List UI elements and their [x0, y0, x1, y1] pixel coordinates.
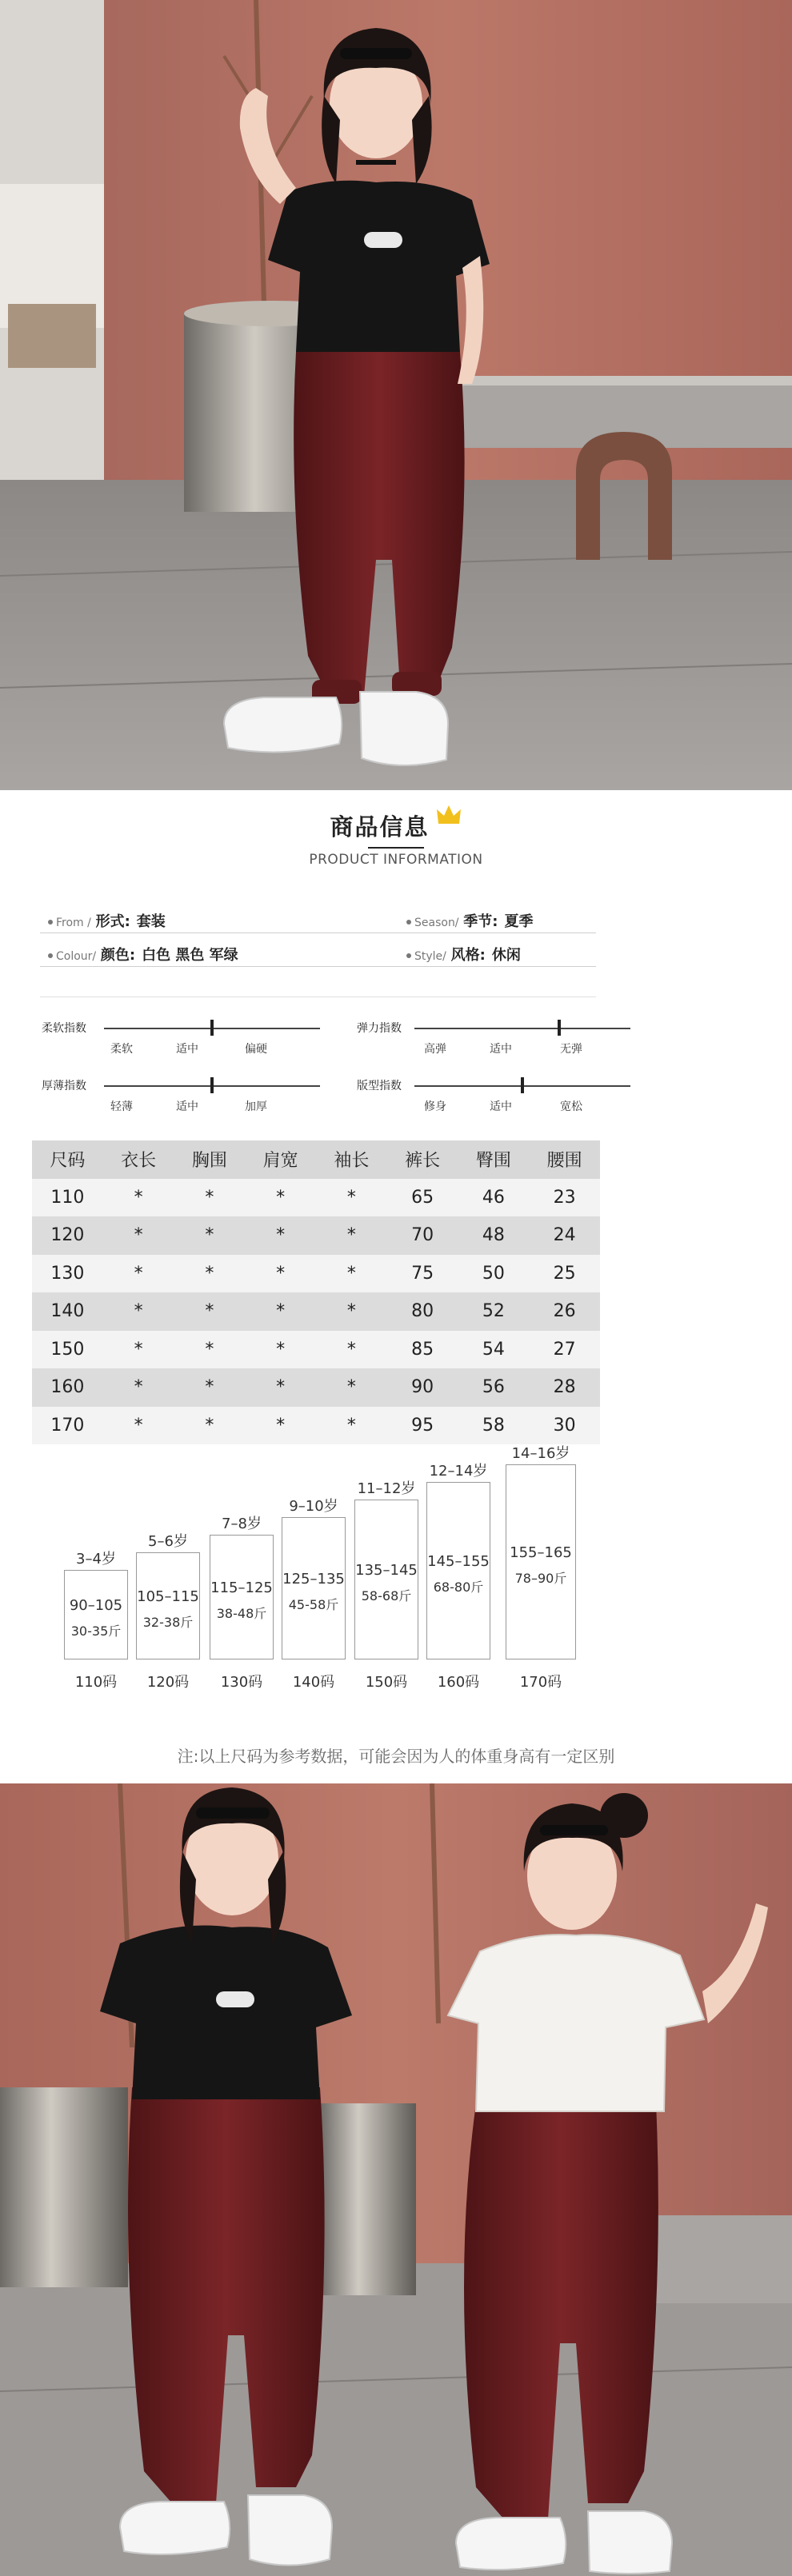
header-shoulder: 肩宽 [262, 1151, 298, 1172]
height-box [354, 1500, 418, 1659]
size-code: 130码 [220, 1674, 263, 1691]
table-cell: 130 [50, 1263, 85, 1284]
age-label: 12–14岁 [429, 1463, 488, 1480]
table-cell: * [205, 1415, 214, 1436]
table-cell: 70 [411, 1225, 434, 1246]
table-cell: * [205, 1301, 214, 1322]
header-hip: 臀围 [475, 1151, 511, 1172]
table-row [32, 1292, 600, 1331]
size-code: 120码 [146, 1674, 190, 1691]
table-cell: * [134, 1263, 143, 1284]
table-cell: * [346, 1301, 356, 1322]
table-cell: 65 [411, 1187, 434, 1208]
index-marker [521, 1077, 524, 1093]
table-cell: 24 [553, 1225, 576, 1246]
attr-from: From / 形式: 套装 [48, 910, 166, 931]
index-marker [558, 1020, 561, 1036]
table-cell: * [346, 1339, 356, 1360]
bullet-icon [406, 920, 411, 925]
weight-range: 38-48斤 [216, 1606, 267, 1621]
crown-icon [435, 803, 462, 827]
height-box [136, 1552, 200, 1659]
height-range: 90–105 [69, 1597, 123, 1614]
table-cell: * [205, 1339, 214, 1360]
height-range: 105–115 [137, 1588, 199, 1605]
attr-colour: Colour/ 颜色: 白色 黑色 军绿 [48, 944, 238, 965]
size-table-header [32, 1140, 600, 1179]
table-row [32, 1216, 600, 1255]
table-cell: * [134, 1377, 143, 1398]
height-box [282, 1517, 346, 1659]
age-label: 14–16岁 [511, 1445, 570, 1462]
product-info-header [0, 809, 792, 868]
weight-range: 32-38斤 [142, 1615, 194, 1630]
table-cell: 85 [411, 1339, 434, 1360]
header-waist: 腰围 [546, 1151, 582, 1172]
bullet-icon [406, 953, 411, 958]
height-range: 135–145 [355, 1562, 418, 1579]
table-cell: 30 [553, 1415, 576, 1436]
table-cell: * [276, 1187, 286, 1208]
height-range: 125–135 [282, 1571, 345, 1588]
table-cell: 150 [50, 1339, 85, 1360]
age-label: 7–8岁 [222, 1516, 262, 1532]
index-marker [210, 1077, 214, 1093]
attr-season: Season/ 季节: 夏季 [406, 910, 533, 931]
table-cell: * [205, 1377, 214, 1398]
attr-style: Style/ 风格: 休闲 [406, 944, 521, 965]
age-label: 9–10岁 [289, 1498, 338, 1515]
height-range: 155–165 [510, 1544, 572, 1561]
table-cell: * [276, 1263, 286, 1284]
table-cell: 26 [553, 1301, 576, 1322]
product-photo-bottom [0, 1783, 792, 2576]
index-softness: 柔软指数 柔软 适中 偏硬 [42, 1020, 282, 1060]
title-underline [368, 847, 424, 849]
table-cell: 56 [482, 1377, 505, 1398]
table-cell: * [134, 1301, 143, 1322]
size-code: 160码 [437, 1674, 480, 1691]
table-cell: * [346, 1187, 356, 1208]
height-box [210, 1535, 274, 1659]
header-length: 衣长 [121, 1151, 157, 1172]
table-cell: * [205, 1263, 214, 1284]
size-code: 140码 [292, 1674, 335, 1691]
index-fit: 版型指数 修身 适中 宽松 [357, 1077, 597, 1117]
table-cell: * [205, 1225, 214, 1246]
age-label: 3–4岁 [76, 1551, 116, 1568]
weight-range: 58-68斤 [361, 1588, 412, 1604]
age-label: 5–6岁 [148, 1533, 188, 1550]
table-cell: 80 [411, 1301, 434, 1322]
table-cell: 170 [50, 1415, 85, 1436]
table-cell: 50 [482, 1263, 505, 1284]
table-cell: * [346, 1225, 356, 1246]
table-cell: * [276, 1339, 286, 1360]
table-row [32, 1407, 600, 1445]
table-cell: * [205, 1187, 214, 1208]
table-cell: 23 [553, 1187, 576, 1208]
index-thickness: 厚薄指数 轻薄 适中 加厚 [42, 1077, 282, 1117]
table-cell: * [346, 1415, 356, 1436]
size-code: 110码 [74, 1674, 118, 1691]
table-cell: 160 [50, 1377, 85, 1398]
weight-range: 68-80斤 [433, 1580, 484, 1595]
product-info-title: 商品信息 [330, 813, 430, 841]
table-cell: * [346, 1263, 356, 1284]
table-cell: 95 [411, 1415, 434, 1436]
table-cell: * [134, 1415, 143, 1436]
header-chest: 胸围 [191, 1151, 227, 1172]
table-cell: 120 [50, 1225, 85, 1246]
table-row [32, 1179, 600, 1217]
header-sleeve: 袖长 [334, 1151, 370, 1172]
divider [40, 996, 596, 997]
table-cell: 27 [553, 1339, 576, 1360]
size-code: 150码 [365, 1674, 408, 1691]
table-row [32, 1255, 600, 1293]
height-box [64, 1570, 128, 1659]
table-cell: 48 [482, 1225, 505, 1246]
height-box [426, 1482, 490, 1659]
size-code: 170码 [519, 1674, 562, 1691]
table-cell: * [346, 1377, 356, 1398]
model-photo-pair [0, 1783, 792, 2576]
index-elasticity: 弹力指数 高弹 适中 无弹 [357, 1020, 597, 1060]
height-range: 145–155 [427, 1553, 490, 1570]
size-note: 注:以上尺码为参考数据，可能会因为人的体重身高有一定区别 [177, 1747, 615, 1766]
table-cell: * [276, 1377, 286, 1398]
header-size: 尺码 [50, 1151, 86, 1172]
model-photo-single [0, 0, 792, 790]
table-cell: 46 [482, 1187, 505, 1208]
table-cell: * [276, 1225, 286, 1246]
bullet-icon [48, 920, 53, 925]
weight-range: 30-35斤 [70, 1623, 122, 1639]
table-cell: 52 [482, 1301, 505, 1322]
divider [40, 966, 596, 967]
height-range: 115–125 [210, 1580, 273, 1596]
table-cell: 110 [50, 1187, 85, 1208]
table-cell: 140 [50, 1301, 85, 1322]
table-cell: 25 [553, 1263, 576, 1284]
age-label: 11–12岁 [357, 1480, 416, 1497]
height-box [506, 1464, 576, 1659]
product-info-subtitle: PRODUCT INFORMATION [309, 852, 483, 868]
index-track [414, 1028, 630, 1029]
table-row [32, 1368, 600, 1407]
bullet-icon [48, 953, 53, 958]
table-cell: * [276, 1301, 286, 1322]
table-cell: * [134, 1187, 143, 1208]
table-cell: 75 [411, 1263, 434, 1284]
table-cell: 58 [482, 1415, 505, 1436]
table-cell: * [276, 1415, 286, 1436]
table-cell: * [134, 1225, 143, 1246]
header-pant-length: 裤长 [405, 1151, 441, 1172]
weight-range: 78–90斤 [514, 1571, 567, 1586]
table-row [32, 1331, 600, 1369]
table-cell: 54 [482, 1339, 505, 1360]
table-cell: 90 [411, 1377, 434, 1398]
size-table [32, 1140, 600, 1444]
product-photo-top [0, 0, 792, 790]
weight-range: 45-58斤 [288, 1597, 339, 1612]
index-marker [210, 1020, 214, 1036]
table-cell: * [134, 1339, 143, 1360]
table-cell: 28 [553, 1377, 576, 1398]
